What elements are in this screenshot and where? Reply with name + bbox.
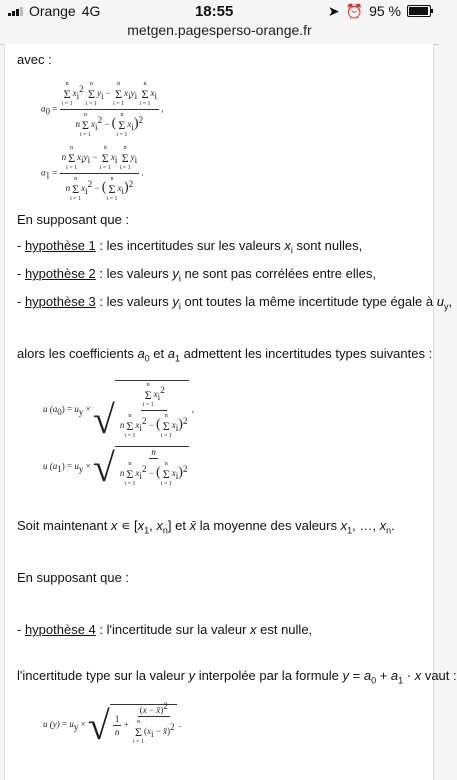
address-bar[interactable]: metgen.pagesperso-orange.fr	[0, 22, 439, 45]
carrier-name: Orange	[29, 3, 76, 19]
status-bar	[0, 0, 439, 22]
formula-u-a0: u $(a_0) = u_y$ × √ n Σ i = 1 $x_i^2$ n n Σ i = 1 $x_i^2$ − ( n Σ i = 1 $x_i)^2$ ,	[43, 382, 194, 442]
battery-icon	[407, 5, 431, 17]
alarm-icon: ⏰	[345, 2, 364, 19]
page-content	[4, 44, 457, 780]
clock: 18:55	[194, 2, 234, 20]
battery-percent: 95 %	[369, 3, 401, 19]
text-supposant-2: En supposant que :	[17, 570, 130, 585]
location-icon: ➤	[327, 2, 340, 19]
text-hypothese-3: - hypothèse 3 : les valeurs $y_i$ ont toutes la même incertitude type égale à $u_y$,	[17, 294, 453, 312]
hypothese-3-label: hypothèse 3	[24, 294, 96, 309]
formula-a1: $a_1$ = n n Σ i = 1 $x_iy_i$ − n Σ i = 1 $x_i$ n Σ i = 1 $y_i$ n n Σ i = 1 $x_i^2$ − ( n Σ i = 1 $x_i)^2$ .	[41, 145, 144, 202]
text-coefficients: alors les coefficients $a_0$ et $a_1$ admettent les incertitudes types suivantes :	[17, 346, 433, 364]
text-hypothese-2: - hypothèse 2 : les valeurs $y_i$ ne sont pas corrélées entre elles,	[17, 266, 376, 284]
formula-u-y: u $(y) = u_y$ × √ $\frac{1}{n}$ + (x − x̄)$^2$ n Σ i = 1 ($x_i$ − x̄)$^2$ .	[43, 701, 182, 748]
text-supposant-1: En supposant que :	[17, 212, 130, 227]
hypothese-1-label: hypothèse 1	[24, 238, 96, 253]
signal-icon	[8, 6, 23, 16]
hypothese-4-label: hypothèse 4	[24, 622, 96, 637]
hypothese-2-label: hypothèse 2	[24, 266, 96, 281]
formula-u-a1: u $(a_1) = u_y$ × √ n n n Σ i = 1 $x_i^2$ − ( n Σ i = 1 $x_i)^2$	[43, 445, 188, 490]
text-soit-maintenant: Soit maintenant x ∊ [$x_1$, $x_n$] et x̄ la moyenne des valeurs $x_1$, …, $x_n$.	[17, 518, 395, 536]
text-hypothese-1: - hypothèse 1 : les incertitudes sur les valeurs $x_i$ sont nulles,	[17, 238, 363, 256]
formula-a0: $a_0$ = n Σ i = 1 $x_i^2$ n Σ i = 1 $y_i$ − n Σ i = 1 $x_iy_i$ n Σ i = 1 $x_i$ n n Σ i = 1 $x_i^2$ − ( n Σ i = 1 $x_i)^2$ ,	[41, 81, 164, 138]
text-avec: avec :	[17, 52, 52, 67]
network-type: 4G	[81, 3, 101, 19]
text-hypothese-4: - hypothèse 4 : l'incertitude sur la valeur x est nulle,	[17, 622, 313, 637]
text-incertitude-interpolee: l'incertitude type sur la valeur y interpolée par la formule $y = a_0 + a_1 \cdot x$ vaut :	[17, 668, 457, 686]
